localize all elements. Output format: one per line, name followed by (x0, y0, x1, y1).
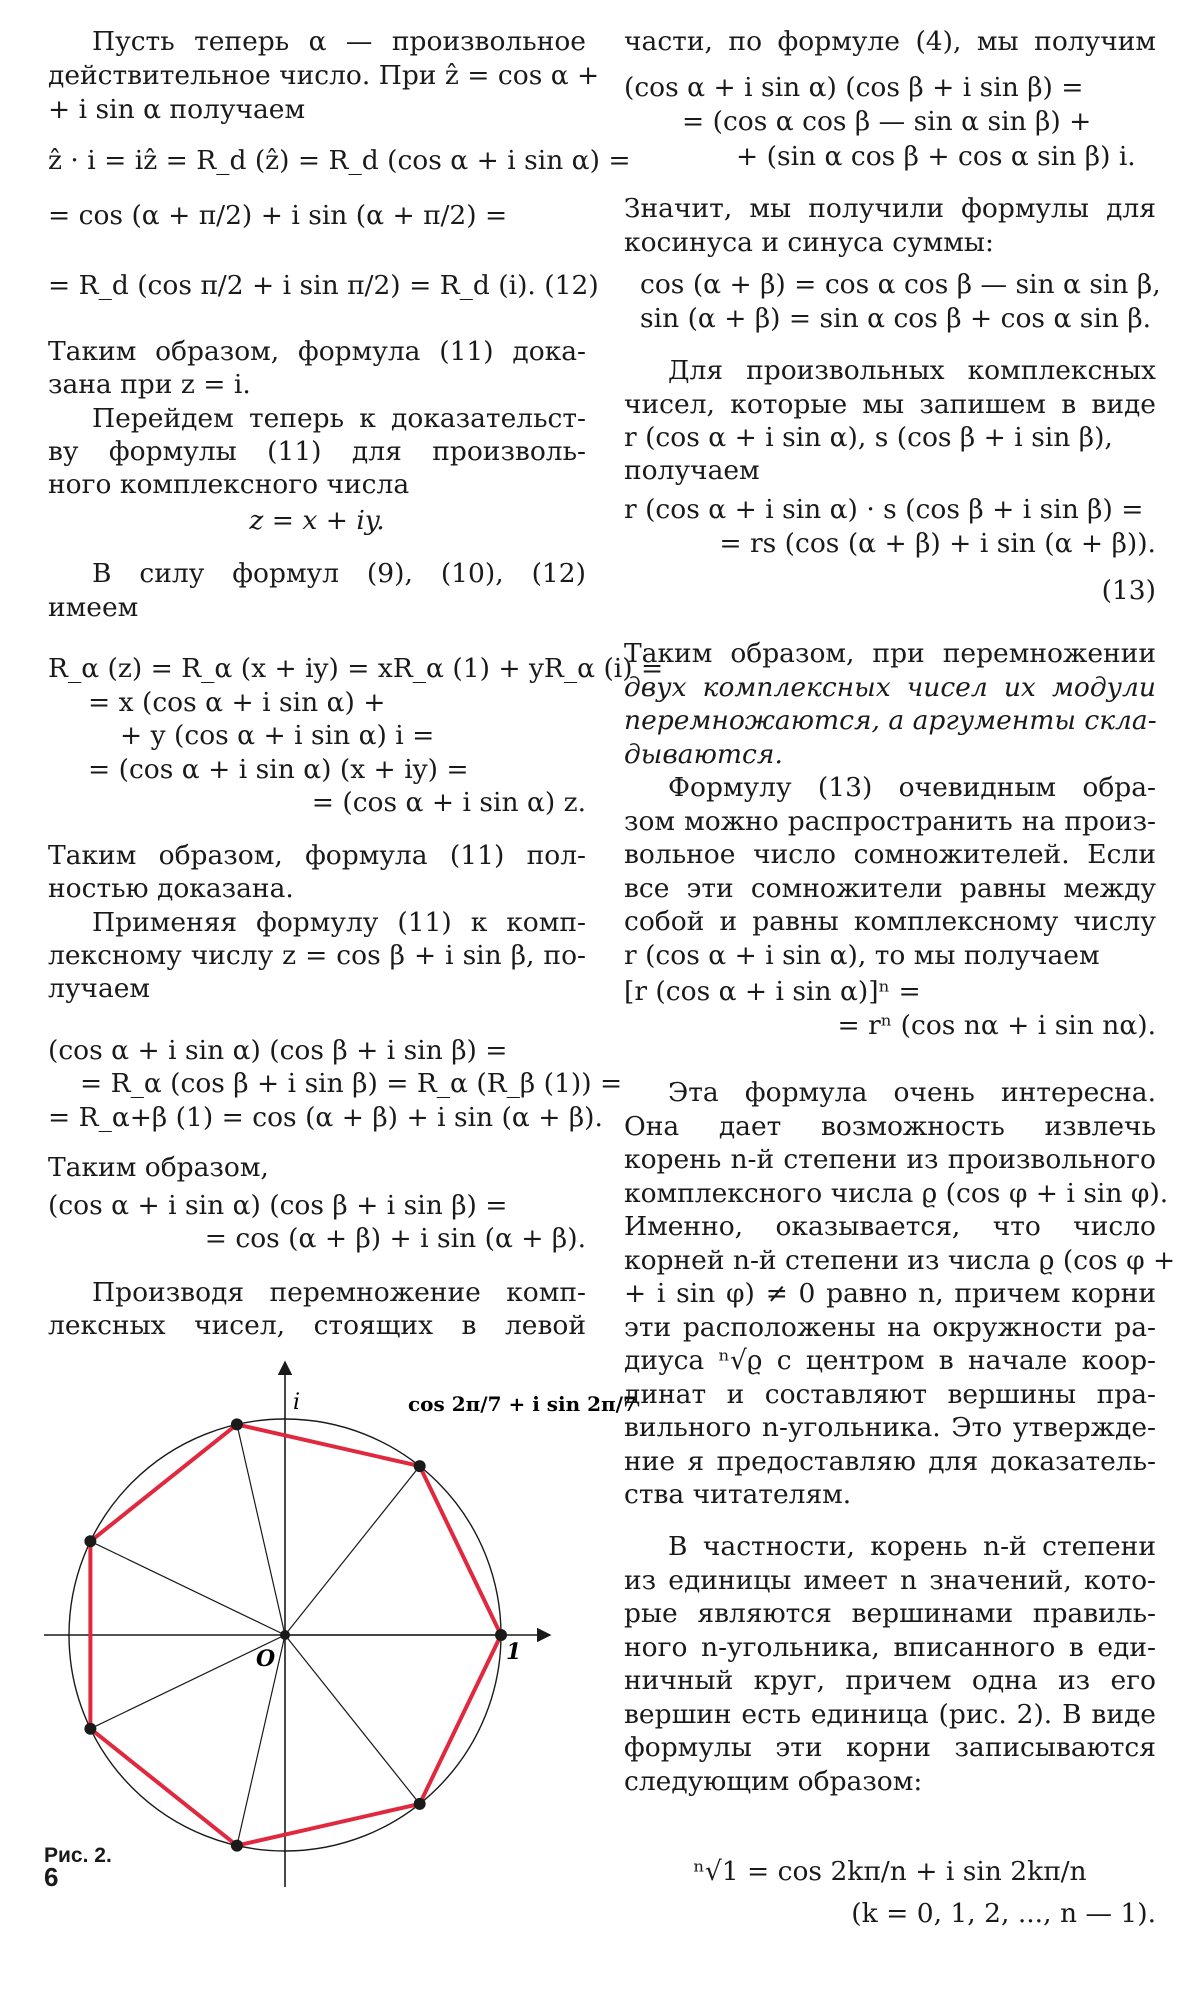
root-vertex-2 (231, 1418, 243, 1430)
origin-label: O (256, 1646, 276, 1672)
text-line: все эти сомножители равны между (624, 873, 1156, 904)
text-line: перемножаются, а аргументы скла- (624, 705, 1157, 736)
formula-line: = R_α+β (1) = cos (α + β) + i sin (α + β). (48, 1102, 603, 1133)
formula-line: + y (cos α + i sin α) i = (120, 720, 435, 751)
text-line: В частности, корень n-й степени (668, 1531, 1156, 1562)
text-line: корень n-й степени из произвольного (624, 1144, 1156, 1175)
formula-line: + (sin α cos β + cos α sin β) i. (736, 141, 1136, 172)
origin-point (280, 1630, 290, 1640)
text-line: эти расположены на окружности ра- (624, 1312, 1156, 1343)
text-line: диуса ⁿ√ϱ с центром в начале коор- (624, 1345, 1156, 1376)
formula-line: = rⁿ (cos nα + i sin nα). (837, 1010, 1156, 1041)
unit-circle-figure (30, 1352, 637, 1897)
text-line: зом можно распространить на произ- (624, 806, 1156, 837)
root-vertex-3 (84, 1535, 96, 1547)
formula-line: cos (α + β) = cos α cos β — sin α sin β, (640, 269, 1161, 300)
formula-line: R_α (z) = R_α (x + iy) = xR_α (1) + yR_α (i) = (48, 653, 664, 684)
text-line: + i sin φ) ≠ 0 равно n, причем корни (624, 1278, 1156, 1309)
text-line: из единицы имеет n значений, кото- (624, 1565, 1156, 1596)
radius-line-1 (285, 1466, 420, 1635)
root-vertex-5 (231, 1840, 243, 1852)
text-line: r (cos α + i sin α), то мы получаем (624, 940, 1100, 971)
formula-line: ⁿ√1 = cos 2kπ/n + i sin 2kπ/n (693, 1856, 1087, 1887)
radius-line-2 (237, 1424, 285, 1635)
text-line: Значит, мы получили формулы для (624, 193, 1156, 224)
formula-line: (cos α + i sin α) (cos β + i sin β) = (48, 1190, 508, 1221)
text-line: Именно, оказывается, что число (624, 1211, 1156, 1242)
text-line: Она дает возможность извлечь (624, 1111, 1156, 1142)
text-line: Таким образом, формула (11) пол- (48, 840, 586, 871)
text-line: вершин есть единица (рис. 2). В виде (624, 1699, 1156, 1730)
text-line: лексному числу z = cos β + i sin β, по- (48, 940, 586, 971)
text-line: ние я предоставляю для доказатель- (624, 1446, 1156, 1477)
text-line: Применяя формулу (11) к комп- (92, 907, 586, 938)
text-line: Производя перемножение комп- (92, 1277, 586, 1308)
text-line: имеем (48, 592, 139, 623)
equation-number: (13) (1101, 575, 1156, 606)
text-line: вольное число сомножителей. Если (624, 839, 1156, 870)
formula-line: = (cos α + i sin α) z. (311, 787, 586, 818)
text-line: Эта формула очень интересна. (668, 1077, 1156, 1108)
text-line: собой и равны комплексному числу (624, 906, 1156, 937)
vertex-annotation: cos 2π/7 + i sin 2π/7 (408, 1392, 637, 1416)
formula-line: z = x + iy. (249, 505, 385, 536)
text-line: дываются. (624, 739, 783, 770)
formula-line: = (cos α cos β — sin α sin β) + (682, 106, 1092, 137)
text-line: Таким образом, формула (11) дока- (48, 336, 586, 367)
text-line: корней n-й степени из числа ϱ (cos φ + (624, 1245, 1176, 1276)
text-line: следующим образом: (624, 1766, 923, 1797)
formula-line: ẑ · i = iẑ = R_d (ẑ) = R_d (cos α + i sin α) = (48, 145, 631, 176)
text-line: Таким образом, при перемножении (624, 638, 1156, 669)
text-line: Формулу (13) очевидным обра- (668, 772, 1156, 803)
text-line: Таким образом, (48, 1152, 269, 1183)
formula-line: sin (α + β) = sin α cos β + cos α sin β. (640, 303, 1152, 334)
radius-line-3 (90, 1541, 285, 1635)
formula-line: = cos (α + β) + i sin (α + β). (204, 1223, 586, 1254)
text-line: косинуса и синуса суммы: (624, 227, 994, 258)
real-unit-label: 1 (506, 1639, 522, 1665)
text-line: ного n-угольника, вписанного в еди- (624, 1632, 1156, 1663)
figure-caption: Рис. 2. (44, 1844, 112, 1867)
text-line: чисел, которые мы запишем в виде (624, 389, 1156, 420)
text-line: действительное число. При ẑ = cos α + (48, 60, 600, 91)
formula-line: = x (cos α + i sin α) + (88, 687, 386, 718)
text-line: Для произвольных комплексных (668, 355, 1156, 386)
text-line: рые являются вершинами правиль- (624, 1598, 1156, 1629)
formula-line: = (cos α + i sin α) (x + iy) = (88, 754, 469, 785)
imaginary-unit-label: i (293, 1390, 301, 1415)
formula-line: = cos (α + π/2) + i sin (α + π/2) = (48, 200, 508, 231)
text-line: части, по формуле (4), мы получим (624, 26, 1156, 57)
text-line: зана при z = i. (48, 369, 251, 400)
text-line: вильного n-угольника. Это утвержде- (624, 1412, 1156, 1443)
formula-line: (cos α + i sin α) (cos β + i sin β) = (624, 72, 1084, 103)
formula-line: = rs (cos (α + β) + i sin (α + β)). (719, 528, 1156, 559)
formula-line: [r (cos α + i sin α)]ⁿ = (624, 976, 921, 1007)
text-line: ства читателям. (624, 1479, 852, 1510)
text-line: ностью доказана. (48, 873, 294, 904)
radius-line-6 (285, 1635, 420, 1804)
text-line: динат и составляют вершины пра- (624, 1379, 1156, 1410)
text-line: r (cos α + i sin α), s (cos β + i sin β), (624, 422, 1113, 453)
text-line: двух комплексных чисел их модули (624, 672, 1156, 703)
root-vertex-4 (84, 1723, 96, 1735)
text-line: получаем (624, 455, 760, 486)
root-vertex-6 (414, 1798, 426, 1810)
text-line: лучаем (48, 973, 151, 1004)
text-line: комплексного числа ϱ (cos φ + i sin φ). (624, 1178, 1169, 1209)
text-line: + i sin α получаем (48, 94, 306, 125)
formula-line: r (cos α + i sin α) · s (cos β + i sin β) = (624, 494, 1144, 525)
formula-line: = R_d (cos π/2 + i sin π/2) = R_d (i). (12) (48, 270, 599, 301)
root-vertex-1 (414, 1460, 426, 1472)
text-line: формулы эти корни записываются (624, 1732, 1156, 1763)
text-line: лексных чисел, стоящих в левой (48, 1310, 586, 1341)
text-line: ного комплексного числа (48, 469, 410, 500)
text-line: Перейдем теперь к доказательст- (92, 403, 586, 434)
formula-line: (cos α + i sin α) (cos β + i sin β) = (48, 1035, 508, 1066)
text-line: ву формулы (11) для произволь- (48, 436, 586, 467)
page-number: 6 (44, 1862, 59, 1892)
text-line: Пусть теперь α — произвольное (92, 26, 586, 57)
formula-line: (k = 0, 1, 2, ..., n — 1). (851, 1898, 1156, 1929)
formula-line: = R_α (cos β + i sin β) = R_α (R_β (1)) = (80, 1068, 623, 1099)
text-line: ничный круг, причем одна из его (624, 1665, 1156, 1696)
text-line: В силу формул (9), (10), (12) (92, 558, 586, 589)
